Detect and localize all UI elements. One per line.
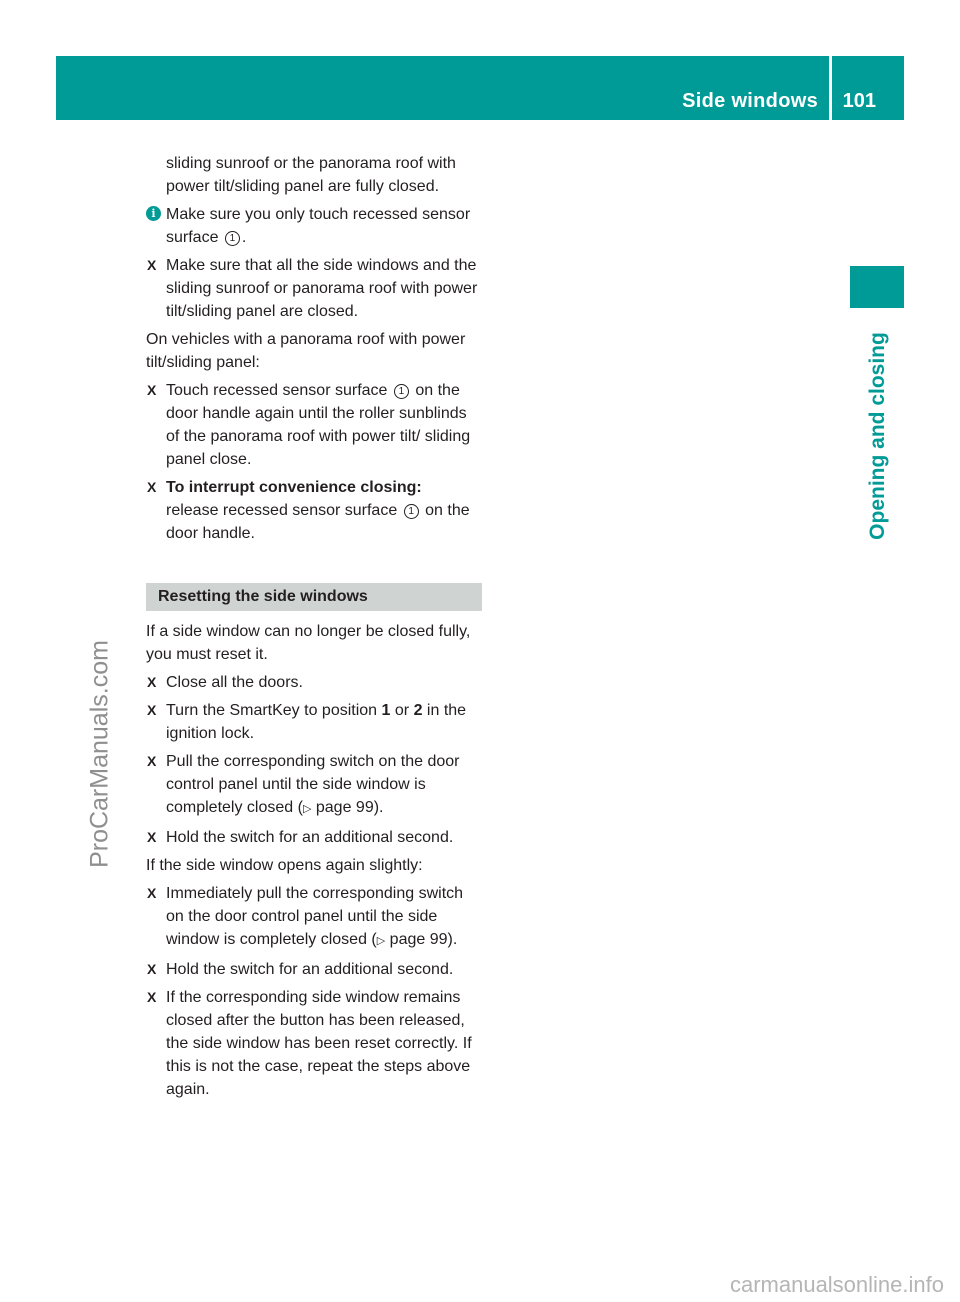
watermark-bottom: carmanualsonline.info xyxy=(729,1272,944,1297)
page-title: Side windows xyxy=(682,90,818,112)
step-text: Hold the switch for an additional second. xyxy=(166,829,454,846)
step-arrow-icon: X xyxy=(147,479,157,495)
step-text-end: ). xyxy=(373,799,384,816)
chapter-tab xyxy=(850,266,904,308)
info-note xyxy=(146,203,482,249)
watermark-left: ProCarManuals.com xyxy=(85,640,114,868)
circled-number-1-icon: 1 xyxy=(394,384,409,399)
page-reference-arrow-icon: ▷ xyxy=(302,803,312,815)
step-text-or: or xyxy=(394,702,410,719)
position-2: 2 xyxy=(413,702,423,719)
step-text: Immediately pull the corresponding switch on the door control panel until the side window is completely closed ( xyxy=(166,885,464,948)
step-arrow-icon: X xyxy=(147,702,157,718)
section-heading: Resetting the side windows xyxy=(146,583,482,611)
list-item xyxy=(146,882,482,953)
step-text: If the corresponding side window remains closed after the button has been released, the side window has been reset correctly. If this is not the case, repeat the steps above again. xyxy=(166,989,472,1098)
step-arrow-icon: X xyxy=(147,829,157,845)
info-text-end: . xyxy=(241,229,247,246)
list-item xyxy=(146,958,482,981)
step-arrow-icon: X xyxy=(147,885,157,901)
page-reference[interactable]: page 99 xyxy=(389,931,448,948)
list-item xyxy=(146,699,482,745)
main-content xyxy=(146,152,482,1106)
step-bold-heading: To interrupt convenience closing: xyxy=(166,479,422,496)
list-item xyxy=(146,986,482,1101)
step-text: Turn the SmartKey to position xyxy=(166,702,378,719)
list-item xyxy=(146,750,482,821)
chapter-label: Opening and closing xyxy=(866,332,889,540)
paragraph-continued: sliding sunroof or the panorama roof with power tilt/sliding panel are fully closed. xyxy=(166,155,456,195)
step-text-end: ). xyxy=(447,931,458,948)
paragraph-opens-again: If the side window opens again slightly: xyxy=(146,857,423,874)
step-text-end: on the door handle. xyxy=(166,502,470,542)
step-text: Pull the corresponding switch on the door control panel until the side window is completely closed ( xyxy=(166,753,460,816)
list-item xyxy=(146,826,482,849)
list-item xyxy=(146,671,482,694)
step-arrow-icon: X xyxy=(147,989,157,1005)
step-arrow-icon: X xyxy=(147,753,157,769)
step-text-end: on the door handle again until the roller sunblinds of the panorama roof with power tilt/ sliding panel close. xyxy=(166,382,471,468)
info-text: Make sure you only touch recessed sensor surface xyxy=(166,206,471,246)
page-number: 101 xyxy=(842,90,876,112)
step-arrow-icon: X xyxy=(147,382,157,398)
page-reference[interactable]: page 99 xyxy=(315,799,374,816)
position-1: 1 xyxy=(381,702,391,719)
circled-number-1-icon: 1 xyxy=(225,231,240,246)
step-text: release recessed sensor surface xyxy=(166,502,398,519)
paragraph-panorama: On vehicles with a panorama roof with power tilt/sliding panel: xyxy=(146,331,466,371)
step-text: Make sure that all the side windows and the sliding sunroof or panorama roof with power tilt/sliding panel are closed. xyxy=(166,257,478,320)
list-item xyxy=(146,476,482,545)
info-icon: i xyxy=(146,206,161,221)
step-text: Close all the doors. xyxy=(166,674,303,691)
step-arrow-icon: X xyxy=(147,674,157,690)
list-item xyxy=(146,254,482,323)
list-item xyxy=(146,379,482,471)
header-bar xyxy=(56,56,904,120)
step-arrow-icon: X xyxy=(147,257,157,273)
paragraph-intro: If a side window can no longer be closed fully, you must reset it. xyxy=(146,623,471,663)
step-text: Touch recessed sensor surface xyxy=(166,382,388,399)
step-text-end: in the ignition lock. xyxy=(166,702,467,742)
step-arrow-icon: X xyxy=(147,961,157,977)
step-text: Hold the switch for an additional second. xyxy=(166,961,454,978)
header-divider xyxy=(829,56,832,120)
page-reference-arrow-icon: ▷ xyxy=(376,935,386,947)
circled-number-1-icon: 1 xyxy=(404,504,419,519)
